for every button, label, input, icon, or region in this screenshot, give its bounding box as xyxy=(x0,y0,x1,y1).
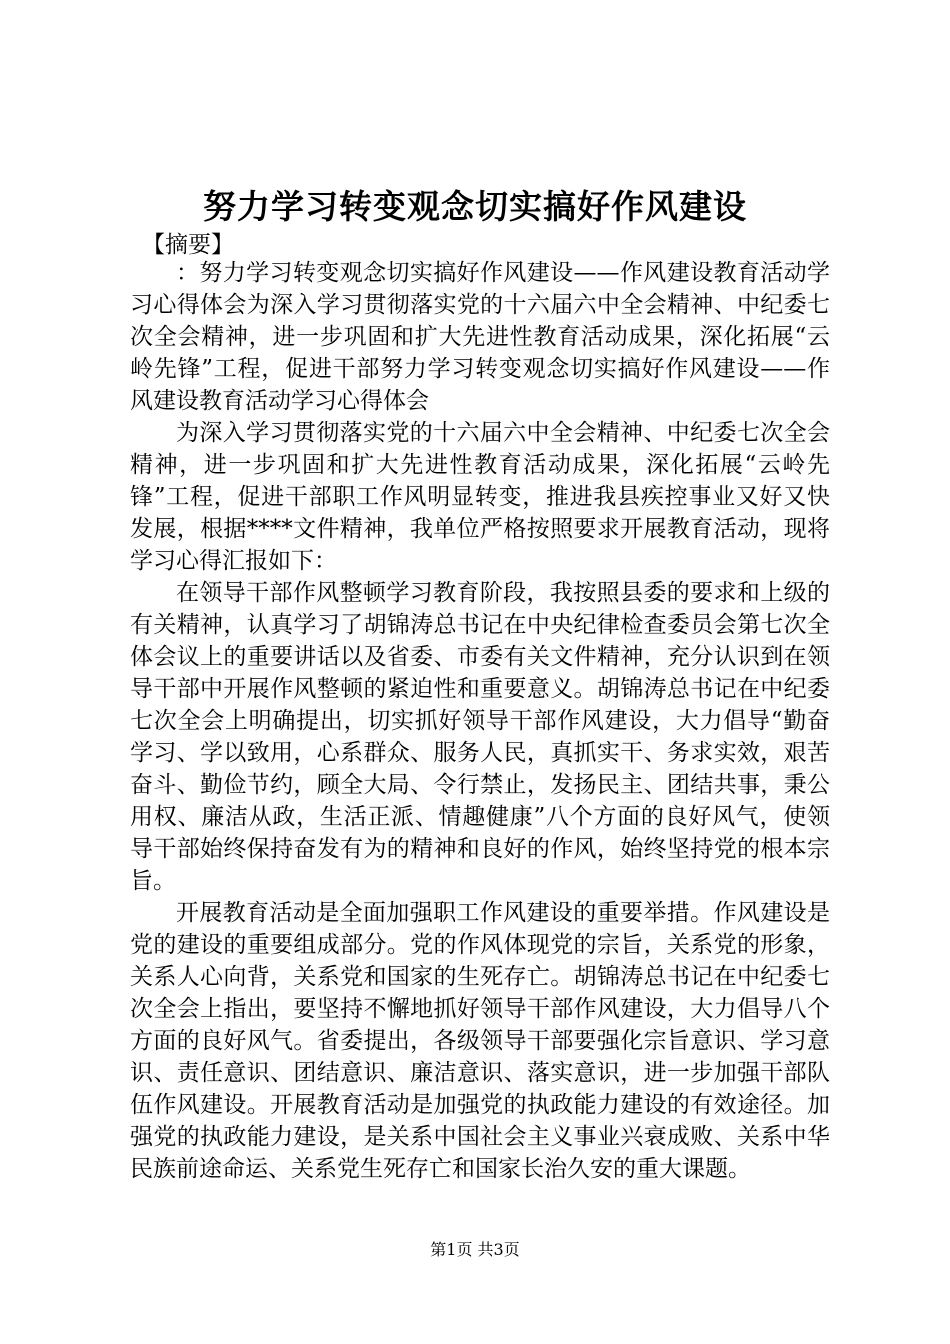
paragraph: 为深入学习贯彻落实党的十六届六中全会精神、中纪委七次全会精神，进一步巩固和扩大先进性教育活动成果，深化拓展“云岭先锋”工程，促进干部职工作风明显转变，推进我县疾控事业又好又快发展，根据****文件精神，我单位严格按照要求开展教育活动，现将学习心得汇报如下： xyxy=(130,420,830,574)
document-title: 努力学习转变观念切实搞好作风建设 xyxy=(203,187,747,226)
page-footer: 第1页 共3页 xyxy=(430,1240,520,1259)
paragraph: 在领导干部作风整顿学习教育阶段，我按照县委的要求和上级的有关精神，认真学习了胡锦涛总书记在中央纪律检查委员会第七次全体会议上的重要讲话以及省委、市委有关文件精神，充分认识到在领导干部中开展作风整顿的紧迫性和重要意义。胡锦涛总书记在中纪委七次全会上明确提出，切实抓好领导干部作风建设，大力倡导“勤奋学习、学以致用，心系群众、服务人民，真抓实干、务求实效，艰苦奋斗、勤俭节约，顾全大局、令行禁止，发扬民主、团结共事，秉公用权、廉洁从政，生活正派、情趣健康”八个方面的良好风气，使领导干部始终保持奋发有为的精神和良好的作风，始终坚持党的根本宗旨。 xyxy=(130,580,830,894)
document-body xyxy=(130,257,830,1185)
paragraph-abstract: ：努力学习转变观念切实搞好作风建设——作风建设教育活动学习心得体会为深入学习贯彻落实党的十六届六中全会精神、中纪委七次全会精神，进一步巩固和扩大先进性教育活动成果，深化拓展“云岭先锋”工程，促进干部努力学习转变观念切实搞好作风建设——作风建设教育活动学习心得体会 xyxy=(130,260,830,414)
paragraph: 开展教育活动是全面加强职工作风建设的重要举措。作风建设是党的建设的重要组成部分。党的作风体现党的宗旨，关系党的形象，关系人心向背，关系党和国家的生死存亡。胡锦涛总书记在中纪委七次全会上指出，要坚持不懈地抓好领导干部作风建设，大力倡导八个方面的良好风气。省委提出，各级领导干部要强化宗旨意识、学习意识、责任意识、团结意识、廉洁意识、落实意识，进一步加强干部队伍作风建设。开展教育活动是加强党的执政能力建设的有效途径。加强党的执政能力建设，是关系中国社会主义事业兴衰成败、关系中华民族前途命运、关系党生死存亡和国家长治久安的重大课题。 xyxy=(130,900,830,1182)
abstract-label: 【摘要】 xyxy=(142,232,234,258)
